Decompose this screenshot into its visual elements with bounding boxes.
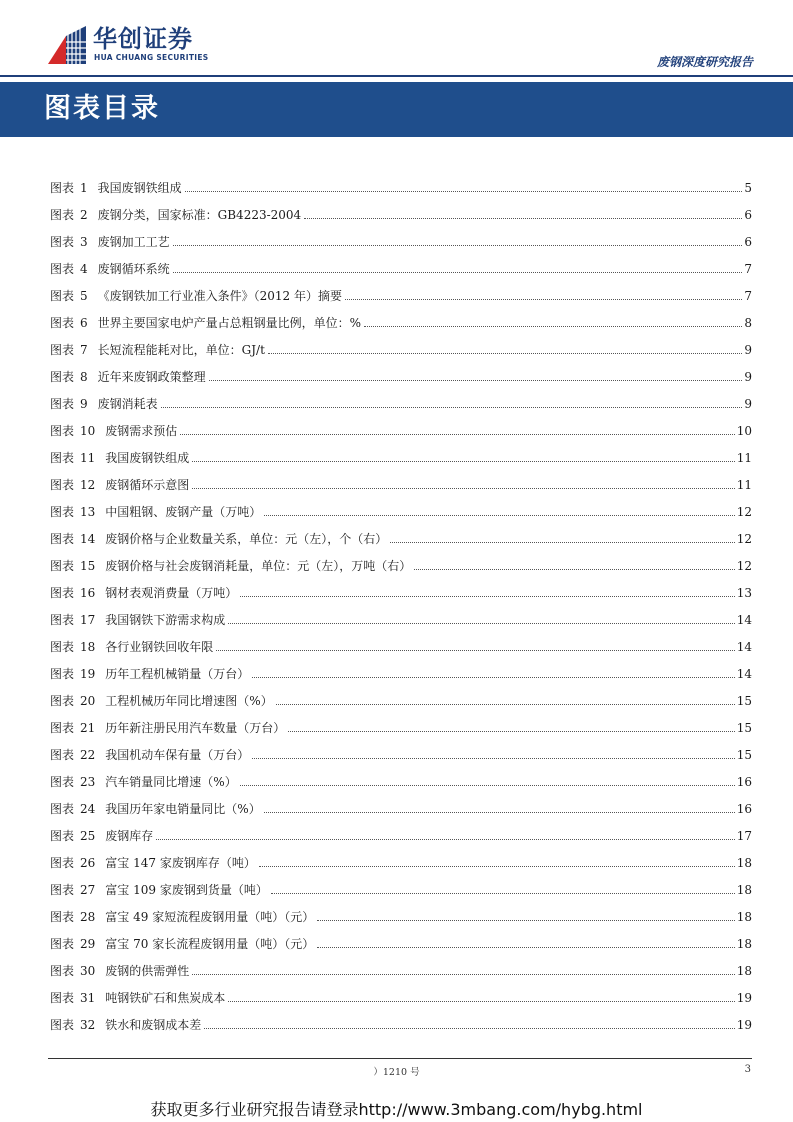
toc-dot-leader: [209, 380, 743, 381]
toc-entry-label: 图表: [50, 208, 75, 222]
toc-entry-page: 14: [736, 640, 752, 654]
toc-entry-page: 19: [736, 1018, 752, 1032]
toc-entry-label: 图表: [50, 991, 75, 1005]
toc-entry-number: 31: [80, 991, 96, 1005]
toc-entry-page: 14: [736, 667, 752, 681]
toc-entry[interactable]: [50, 249, 752, 276]
toc-entry-title: 废钢需求预估: [105, 424, 178, 438]
toc-dot-leader: [204, 1028, 734, 1029]
toc-entry-label: 图表: [50, 532, 75, 546]
toc-entry-number: 9: [80, 397, 88, 411]
toc-dot-leader: [414, 569, 734, 570]
toc-entry-number: 11: [80, 451, 96, 465]
footer-divider: [48, 1058, 752, 1059]
toc-entry[interactable]: [50, 951, 752, 978]
toc-entry-number: 7: [80, 343, 88, 357]
toc-entry-label: 图表: [50, 964, 75, 978]
toc-entry-title: 钢材表观消费量（万吨）: [105, 586, 238, 600]
toc-dot-leader: [252, 677, 734, 678]
toc-entry[interactable]: [50, 924, 752, 951]
toc-entry-label: 图表: [50, 424, 75, 438]
toc-entry[interactable]: [50, 1005, 752, 1032]
toc-entry[interactable]: [50, 303, 752, 330]
toc-entry-title: 吨钢铁矿石和焦炭成本: [105, 991, 226, 1005]
toc-entry-title: 富宝 49 家短流程废钢用量（吨）（元）: [105, 910, 315, 924]
toc-entry-page: 12: [736, 559, 752, 573]
toc-entry-title: 废钢消耗表: [97, 397, 158, 411]
company-logo-icon: [48, 26, 86, 64]
toc-entry[interactable]: [50, 465, 752, 492]
toc-entry[interactable]: [50, 627, 752, 654]
toc-entry-page: 17: [736, 829, 752, 843]
toc-entry-title: 《废钢铁加工行业准入条件》（2012 年）摘要: [97, 289, 343, 303]
toc-dot-leader: [228, 623, 734, 624]
toc-dot-leader: [161, 407, 743, 408]
toc-entry-title: 富宝 147 家废钢库存（吨）: [105, 856, 256, 870]
logo-chinese-name: 华创证券: [93, 25, 193, 53]
page-header: [0, 0, 793, 140]
toc-entry-title: 历年新注册民用汽车数量（万台）: [105, 721, 286, 735]
toc-entry[interactable]: [50, 384, 752, 411]
toc-entry-page: 8: [744, 316, 752, 330]
toc-entry-page: 10: [736, 424, 752, 438]
toc-entry-label: 图表: [50, 1018, 75, 1032]
toc-entry[interactable]: [50, 870, 752, 897]
toc-entry-page: 19: [736, 991, 752, 1005]
toc-entry-label: 图表: [50, 262, 75, 276]
table-of-figures: [50, 168, 752, 1032]
toc-dot-leader: [345, 299, 742, 300]
toc-entry-page: 9: [744, 343, 752, 357]
toc-dot-leader: [252, 758, 734, 759]
toc-entry-number: 6: [80, 316, 88, 330]
toc-dot-leader: [192, 974, 734, 975]
toc-entry-label: 图表: [50, 802, 75, 816]
toc-dot-leader: [317, 947, 735, 948]
toc-entry[interactable]: [50, 789, 752, 816]
toc-entry-page: 13: [736, 586, 752, 600]
toc-dot-leader: [173, 272, 743, 273]
toc-entry-number: 22: [80, 748, 96, 762]
toc-entry[interactable]: [50, 438, 752, 465]
toc-entry-number: 24: [80, 802, 96, 816]
toc-entry-number: 15: [80, 559, 96, 573]
toc-dot-leader: [259, 866, 735, 867]
toc-entry-number: 17: [80, 613, 96, 627]
toc-entry[interactable]: [50, 573, 752, 600]
toc-entry[interactable]: [50, 546, 752, 573]
toc-entry-page: 16: [736, 775, 752, 789]
toc-entry-number: 30: [80, 964, 96, 978]
toc-entry[interactable]: [50, 681, 752, 708]
toc-dot-leader: [240, 596, 734, 597]
toc-entry-page: 11: [736, 451, 752, 465]
toc-entry-title: 长短流程能耗对比，单位：GJ/t: [97, 343, 265, 357]
toc-entry-label: 图表: [50, 397, 75, 411]
toc-entry-page: 18: [736, 883, 752, 897]
footer-text: ）1210 号: [373, 1067, 420, 1078]
toc-entry-number: 16: [80, 586, 96, 600]
toc-entry-number: 8: [80, 370, 88, 384]
toc-dot-leader: [228, 1001, 734, 1002]
toc-entry[interactable]: [50, 897, 752, 924]
toc-entry-number: 28: [80, 910, 96, 924]
toc-entry[interactable]: [50, 843, 752, 870]
toc-entry-number: 1: [80, 181, 88, 195]
toc-entry-number: 4: [80, 262, 88, 276]
toc-entry-title: 中国粗钢、废钢产量（万吨）: [105, 505, 262, 519]
toc-entry-number: 32: [80, 1018, 96, 1032]
toc-entry-number: 20: [80, 694, 96, 708]
toc-entry-page: 18: [736, 937, 752, 951]
toc-dot-leader: [240, 785, 735, 786]
toc-entry-page: 18: [736, 910, 752, 924]
toc-dot-leader: [364, 326, 742, 327]
toc-entry[interactable]: [50, 978, 752, 1005]
toc-entry-page: 18: [736, 856, 752, 870]
page-number: 3: [744, 1064, 751, 1075]
toc-entry-title: 废钢价格与社会废钢消耗量，单位：元（左），万吨（右）: [105, 559, 412, 573]
toc-entry-label: 图表: [50, 829, 75, 843]
toc-entry-label: 图表: [50, 640, 75, 654]
toc-dot-leader: [304, 218, 742, 219]
toc-entry-number: 21: [80, 721, 96, 735]
toc-entry-title: 我国历年家电销量同比（%）: [105, 802, 261, 816]
toc-entry-title: 富宝 109 家废钢到货量（吨）: [105, 883, 268, 897]
toc-entry-page: 6: [744, 208, 752, 222]
toc-entry-number: 18: [80, 640, 96, 654]
toc-entry[interactable]: [50, 735, 752, 762]
toc-entry-label: 图表: [50, 937, 75, 951]
toc-entry-title: 废钢价格与企业数量关系，单位：元（左），个（右）: [105, 532, 388, 546]
toc-entry-number: 5: [80, 289, 88, 303]
toc-entry[interactable]: [50, 330, 752, 357]
toc-entry-title: 废钢循环示意图: [105, 478, 190, 492]
toc-entry-title: 工程机械历年同比增速图（%）: [105, 694, 273, 708]
toc-entry-label: 图表: [50, 343, 75, 357]
toc-entry-number: 27: [80, 883, 96, 897]
toc-entry-number: 14: [80, 532, 96, 546]
toc-entry-number: 19: [80, 667, 96, 681]
toc-entry[interactable]: [50, 168, 752, 195]
toc-entry[interactable]: [50, 654, 752, 681]
toc-entry-title: 我国废钢铁组成: [105, 451, 190, 465]
toc-dot-leader: [268, 353, 742, 354]
toc-entry-label: 图表: [50, 586, 75, 600]
toc-entry-page: 14: [736, 613, 752, 627]
title-banner: [0, 82, 793, 137]
toc-entry-page: 15: [736, 721, 752, 735]
toc-entry-label: 图表: [50, 451, 75, 465]
toc-entry-title: 历年工程机械销量（万台）: [105, 667, 250, 681]
toc-entry-number: 10: [80, 424, 96, 438]
toc-entry-label: 图表: [50, 613, 75, 627]
toc-dot-leader: [271, 893, 735, 894]
toc-entry-page: 15: [736, 748, 752, 762]
toc-dot-leader: [390, 542, 734, 543]
toc-entry[interactable]: [50, 708, 752, 735]
toc-entry-title: 富宝 70 家长流程废钢用量（吨）（元）: [105, 937, 315, 951]
toc-entry-label: 图表: [50, 694, 75, 708]
toc-dot-leader: [264, 515, 734, 516]
toc-entry-title: 废钢的供需弹性: [105, 964, 190, 978]
toc-entry-title: 废钢循环系统: [97, 262, 170, 276]
toc-entry-label: 图表: [50, 505, 75, 519]
toc-entry-page: 12: [736, 505, 752, 519]
toc-entry-label: 图表: [50, 721, 75, 735]
toc-entry-label: 图表: [50, 370, 75, 384]
toc-entry-title: 废钢加工工艺: [97, 235, 170, 249]
toc-entry-label: 图表: [50, 748, 75, 762]
toc-entry-title: 废钢分类，国家标准：GB4223-2004: [97, 208, 302, 222]
toc-entry-label: 图表: [50, 235, 75, 249]
toc-entry-title: 我国钢铁下游需求构成: [105, 613, 226, 627]
toc-entry-page: 16: [736, 802, 752, 816]
toc-entry[interactable]: [50, 357, 752, 384]
page-title: 图表目录: [44, 93, 160, 124]
toc-dot-leader: [216, 650, 734, 651]
toc-entry-title: 世界主要国家电炉产量占总粗钢量比例，单位：%: [97, 316, 362, 330]
toc-entry-page: 6: [744, 235, 752, 249]
report-tag: 废钢深度研究报告: [656, 55, 753, 69]
toc-entry-label: 图表: [50, 559, 75, 573]
toc-entry-page: 18: [736, 964, 752, 978]
toc-entry-title: 我国废钢铁组成: [97, 181, 182, 195]
toc-entry-page: 12: [736, 532, 752, 546]
toc-dot-leader: [192, 488, 734, 489]
toc-entry[interactable]: [50, 411, 752, 438]
toc-entry-number: 26: [80, 856, 96, 870]
toc-entry-title: 废钢库存: [105, 829, 154, 843]
toc-dot-leader: [317, 920, 735, 921]
toc-dot-leader: [288, 731, 734, 732]
toc-entry-label: 图表: [50, 775, 75, 789]
toc-entry[interactable]: [50, 600, 752, 627]
logo-english-name: HUA CHUANG SECURITIES: [94, 53, 209, 62]
promo-url-text[interactable]: 获取更多行业研究报告请登录http://www.3mbang.com/hybg.html: [150, 1100, 643, 1119]
toc-entry-label: 图表: [50, 856, 75, 870]
toc-entry-title: 铁水和废钢成本差: [105, 1018, 202, 1032]
toc-dot-leader: [185, 191, 743, 192]
toc-entry[interactable]: [50, 816, 752, 843]
toc-entry-label: 图表: [50, 289, 75, 303]
toc-dot-leader: [264, 812, 735, 813]
toc-entry[interactable]: [50, 519, 752, 546]
toc-dot-leader: [173, 245, 743, 246]
toc-dot-leader: [156, 839, 734, 840]
toc-entry[interactable]: [50, 762, 752, 789]
toc-dot-leader: [192, 461, 734, 462]
toc-entry-label: 图表: [50, 181, 75, 195]
toc-entry-page: 15: [736, 694, 752, 708]
toc-entry-number: 25: [80, 829, 96, 843]
toc-entry-label: 图表: [50, 883, 75, 897]
toc-entry-page: 7: [744, 262, 752, 276]
toc-entry-page: 9: [744, 397, 752, 411]
toc-entry[interactable]: [50, 492, 752, 519]
toc-entry-page: 11: [736, 478, 752, 492]
toc-entry-title: 我国机动车保有量（万台）: [105, 748, 250, 762]
toc-entry-number: 23: [80, 775, 96, 789]
toc-entry-page: 9: [744, 370, 752, 384]
toc-entry-title: 各行业钢铁回收年限: [105, 640, 214, 654]
toc-entry-number: 29: [80, 937, 96, 951]
toc-entry-label: 图表: [50, 478, 75, 492]
toc-entry-page: 7: [744, 289, 752, 303]
toc-entry[interactable]: [50, 195, 752, 222]
toc-entry-page: 5: [744, 181, 752, 195]
toc-entry-label: 图表: [50, 667, 75, 681]
toc-dot-leader: [180, 434, 734, 435]
toc-entry-label: 图表: [50, 910, 75, 924]
toc-entry-title: 汽车销量同比增速（%）: [105, 775, 237, 789]
toc-entry-label: 图表: [50, 316, 75, 330]
toc-entry-number: 13: [80, 505, 96, 519]
toc-entry-number: 2: [80, 208, 88, 222]
toc-entry-number: 12: [80, 478, 96, 492]
toc-entry[interactable]: [50, 276, 752, 303]
toc-entry[interactable]: [50, 222, 752, 249]
header-divider: [0, 75, 793, 77]
toc-entry-title: 近年来废钢政策整理: [97, 370, 206, 384]
toc-entry-number: 3: [80, 235, 88, 249]
toc-dot-leader: [276, 704, 735, 705]
